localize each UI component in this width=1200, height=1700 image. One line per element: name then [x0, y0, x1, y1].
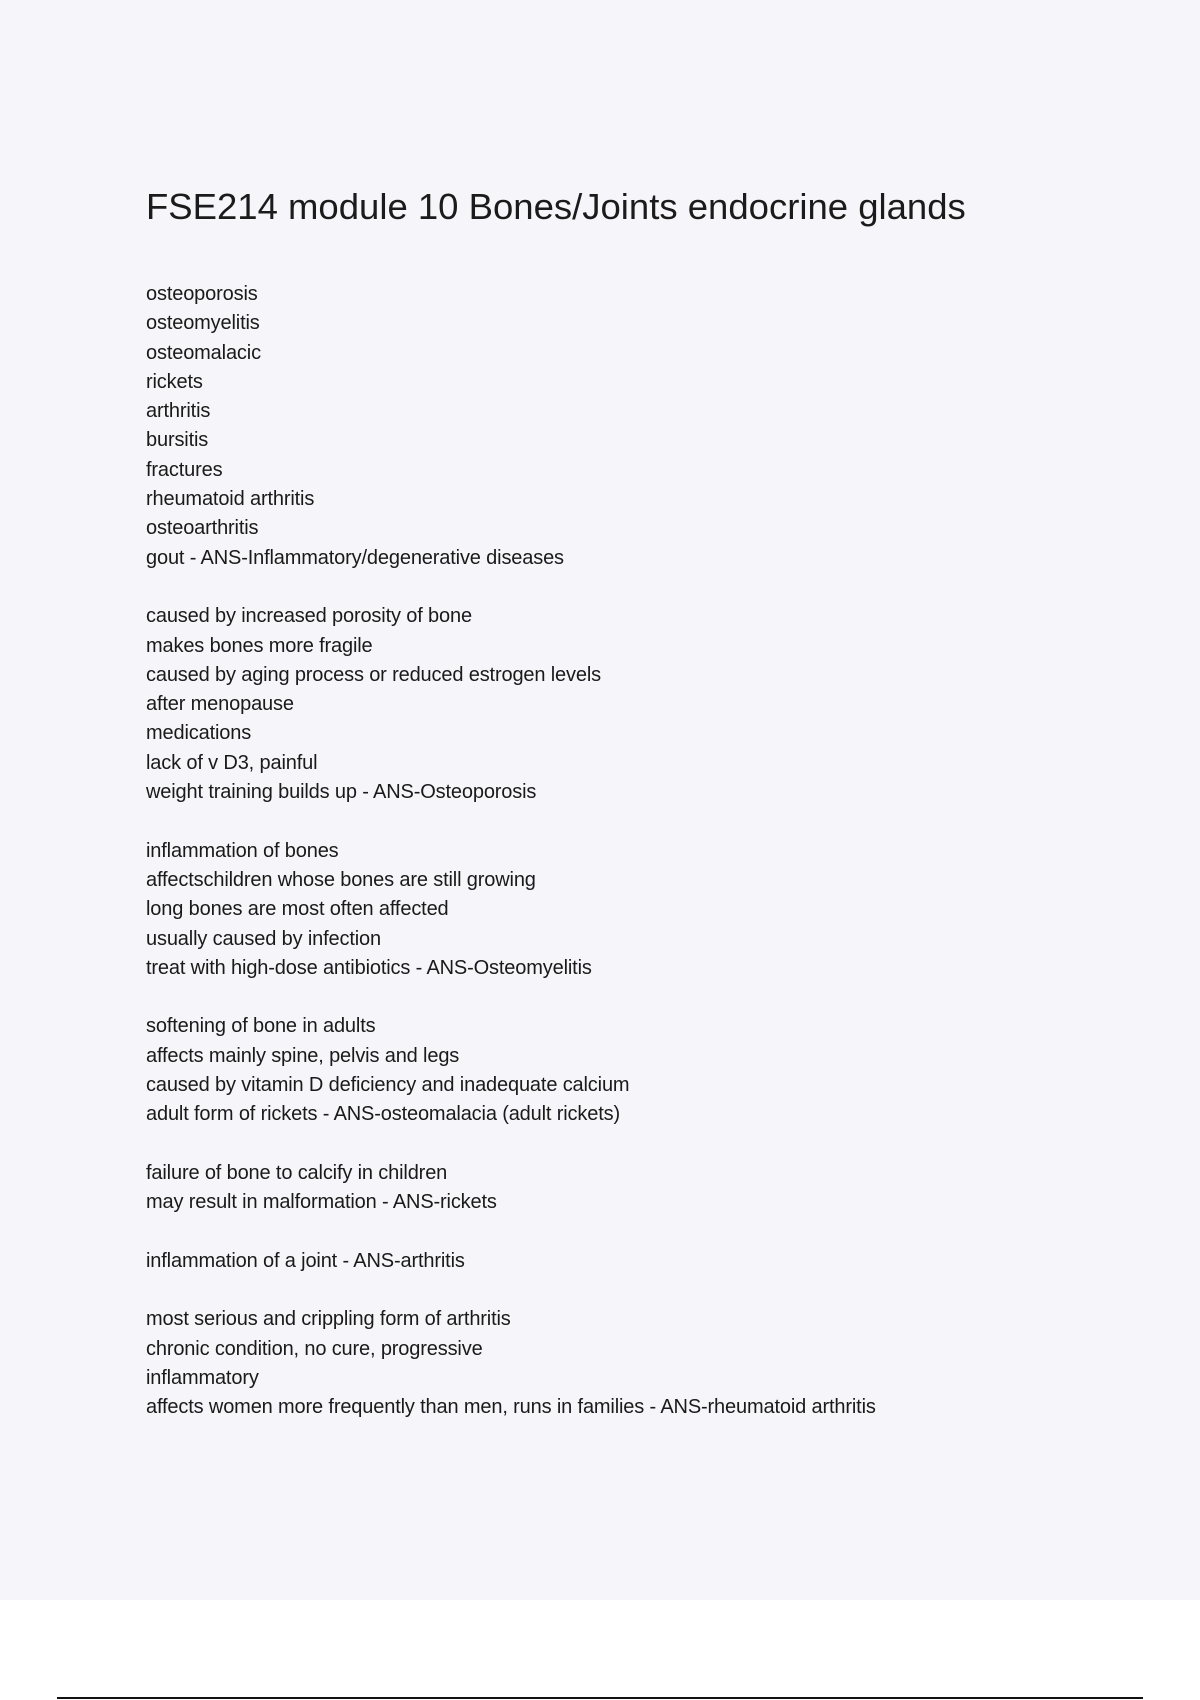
text-line: inflammatory — [146, 1366, 259, 1389]
text-line: caused by vitamin D deficiency and inadequate calcium — [146, 1074, 630, 1097]
text-line: rickets — [146, 370, 203, 393]
text-line: bursitis — [146, 429, 209, 452]
qa-block — [146, 1159, 876, 1218]
text-line: fractures — [146, 458, 223, 481]
qa-block — [146, 1012, 876, 1129]
text-line: usually caused by infection — [146, 927, 381, 950]
document-body — [146, 280, 876, 1452]
text-line: makes bones more fragile — [146, 634, 373, 657]
text-line: affects women more frequently than men, runs in families - ANS-rheumatoid arthritis — [146, 1396, 876, 1419]
page-divider — [57, 1697, 1143, 1699]
text-line: after menopause — [146, 693, 294, 716]
text-line: inflammation of a joint - ANS-arthritis — [146, 1249, 465, 1272]
text-line: failure of bone to calcify in children — [146, 1161, 448, 1184]
text-line: may result in malformation - ANS-rickets — [146, 1191, 497, 1214]
text-line: caused by increased porosity of bone — [146, 605, 472, 628]
text-line: osteomalacic — [146, 341, 261, 364]
qa-block — [146, 1247, 876, 1276]
text-line: long bones are most often affected — [146, 898, 449, 921]
text-line: medications — [146, 722, 252, 745]
text-line: osteomyelitis — [146, 312, 260, 335]
qa-block — [146, 837, 876, 983]
qa-block — [146, 280, 876, 573]
text-line: caused by aging process or reduced estrogen levels — [146, 663, 602, 686]
text-line: affects mainly spine, pelvis and legs — [146, 1044, 460, 1067]
qa-block — [146, 1305, 876, 1422]
text-line: most serious and crippling form of arthritis — [146, 1308, 511, 1331]
document-title: FSE214 module 10 Bones/Joints endocrine glands — [146, 186, 966, 227]
text-line: chronic condition, no cure, progressive — [146, 1337, 483, 1360]
text-line: weight training builds up - ANS-Osteoporosis — [146, 781, 537, 804]
text-line: rheumatoid arthritis — [146, 488, 315, 511]
text-line: treat with high-dose antibiotics - ANS-Osteomyelitis — [146, 956, 592, 979]
text-line: gout - ANS-Inflammatory/degenerative diseases — [146, 546, 564, 569]
qa-block — [146, 602, 876, 807]
text-line: inflammation of bones — [146, 839, 339, 862]
text-line: osteoporosis — [146, 283, 258, 305]
text-line: arthritis — [146, 400, 211, 423]
text-line: affectschildren whose bones are still growing — [146, 868, 536, 891]
text-line: softening of bone in adults — [146, 1015, 376, 1038]
text-line: adult form of rickets - ANS-osteomalacia (adult rickets) — [146, 1103, 620, 1126]
text-line: lack of v D3, painful — [146, 751, 318, 774]
text-line: osteoarthritis — [146, 517, 259, 540]
